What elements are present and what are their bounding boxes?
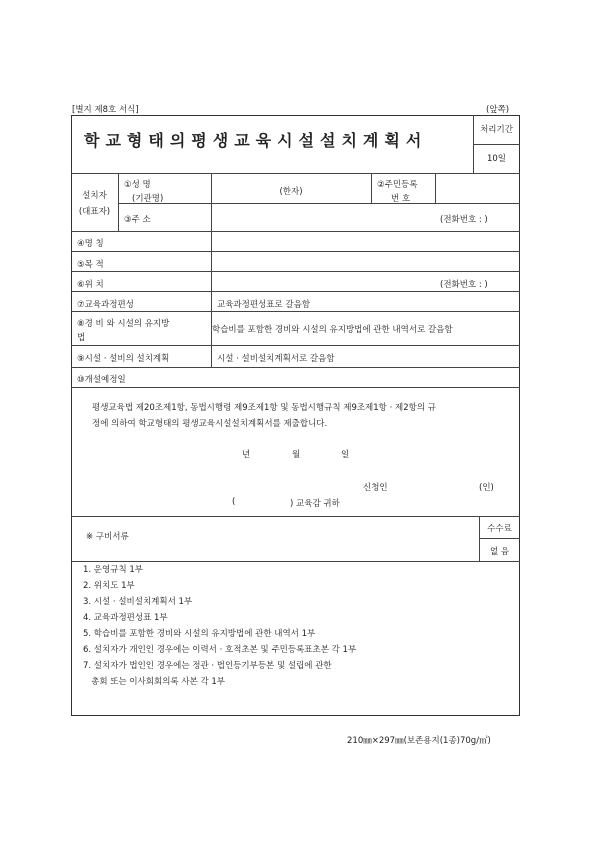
- row-value-facilities: 시설 · 설비설치계획서로 갈음함: [217, 354, 335, 364]
- documents-header: ※ 구비서류: [86, 532, 129, 542]
- recipient-open: (: [232, 497, 236, 507]
- row-label-opening-date: ⑩개설예정일: [77, 375, 126, 385]
- name-sub: (기관명): [132, 194, 164, 204]
- applicant-section-label: 설치자: [82, 191, 107, 201]
- name-hanja-label: (한자): [279, 187, 303, 197]
- document-item-1: 1. 운영규칙 1부: [83, 565, 143, 575]
- recipient-close: ) 교육감 귀하: [290, 499, 340, 509]
- row-label-name: ④명 칭: [77, 239, 104, 249]
- reg-number-label: ②주민등록: [377, 180, 418, 190]
- document-item-2: 2. 위치도 1부: [83, 581, 135, 591]
- applicant-section-sub: (대표자): [78, 207, 111, 217]
- form-frame: [71, 115, 520, 716]
- row-label-facilities: ⑨시설 · 설비의 설치계획: [77, 354, 170, 364]
- date-year: 년: [242, 450, 251, 460]
- row-label-location: ⑥위 치: [77, 280, 104, 290]
- front-side-label: (앞쪽): [486, 105, 510, 115]
- address-phone: (전화번호 : ): [440, 215, 488, 225]
- declaration-line-2: 정에 의하여 학교형태의 평생교육시설설치계획서를 제출합니다.: [92, 419, 328, 429]
- document-item-6: 6. 설치자가 개인인 경우에는 이력서 · 호적초본 및 주민등록표초본 각 1부: [83, 645, 357, 655]
- document-item-7-cont: 총회 또는 이사회회의록 사본 각 1부: [83, 677, 225, 687]
- address-label: ③주 소: [124, 215, 151, 225]
- page-title: 학교형태의평생교육시설설치계획서: [84, 131, 428, 150]
- document-item-3: 3. 시설 · 설비설치계획서 1부: [83, 597, 193, 607]
- declaration-line-1: 평생교육법 제20조제1항, 동법시행령 제9조제1항 및 동법시행규칙 제9조제1항 · 제2항의 규: [92, 403, 436, 413]
- row-value-curriculum: 교육과정편성표로 갈음함: [217, 300, 311, 310]
- date-day: 일: [341, 450, 350, 460]
- row-label-expenses: ⑧경 비 와 시설의 유지방: [77, 319, 170, 329]
- form-number: [별지 제8호 서식]: [72, 105, 139, 115]
- row-value-expenses: 학습비를 포함한 경비와 시설의 유지방법에 관한 내역서로 갈음함: [212, 325, 453, 335]
- document-item-4: 4. 교육과정편성표 1부: [83, 613, 168, 623]
- date-month: 월: [292, 450, 301, 460]
- processing-period-value: 10일: [486, 154, 507, 164]
- document-item-7: 7. 설치자가 법인인 경우에는 정관 · 법인등기부등본 및 설립에 관한: [83, 661, 332, 671]
- fee-label: 수수료: [487, 524, 512, 534]
- seal-mark: (인): [479, 483, 494, 493]
- row-label-expenses-line2: 법: [77, 333, 86, 343]
- paper-spec: 210㎜×297㎜(보존용지(1종)70g/㎡): [347, 736, 491, 746]
- name-label: ①성 명: [124, 180, 151, 190]
- reg-number-sub: 번 호: [391, 194, 411, 204]
- applicant-signature-label: 신청인: [363, 483, 388, 493]
- row-label-curriculum: ⑦교육과정편성: [77, 300, 134, 310]
- row-value-location-phone: (전화번호 : ): [440, 280, 488, 290]
- row-label-purpose: ⑤목 적: [77, 260, 104, 270]
- fee-value: 없 음: [489, 547, 510, 557]
- document-item-5: 5. 학습비를 포함한 경비와 시설의 유지방법에 관한 내역서 1부: [83, 629, 316, 639]
- processing-period-label: 처리기간: [480, 125, 513, 135]
